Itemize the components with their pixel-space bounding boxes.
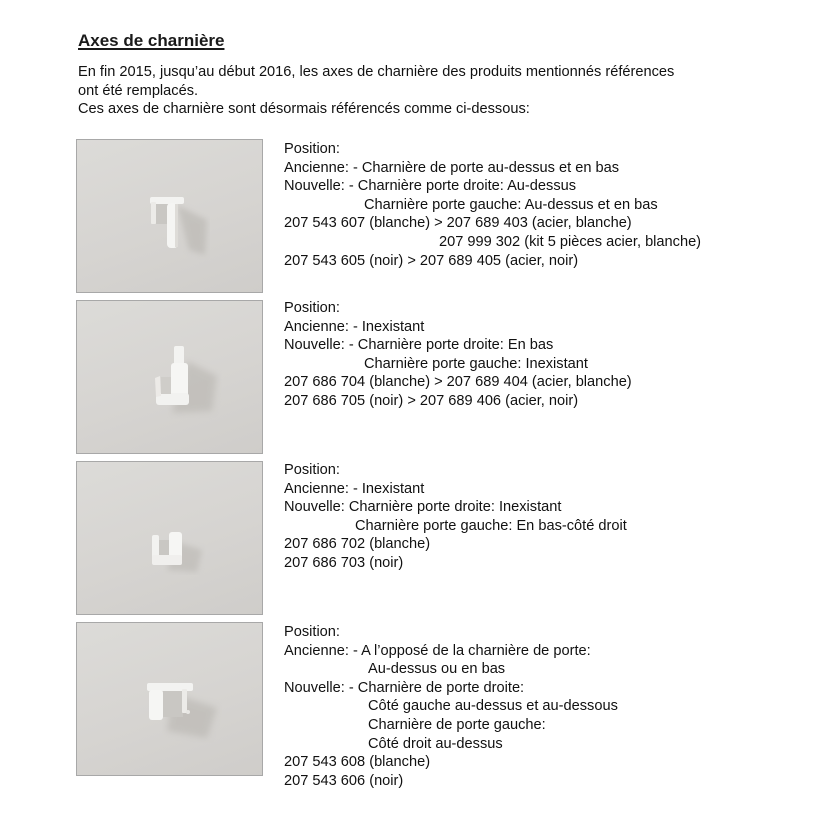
reference-line: 207 543 608 (blanche)	[284, 754, 431, 771]
old-position: Ancienne: - Inexistant	[284, 318, 425, 335]
new-position: Nouvelle: Charnière porte droite: Inexistant	[284, 499, 562, 516]
new-position-detail: Côté gauche au-dessus et au-dessous	[368, 698, 618, 715]
position-label: Position:	[284, 624, 340, 640]
reference-line: 207 686 702 (blanche)	[284, 536, 431, 553]
hinge-axis-photo-2	[76, 300, 263, 454]
new-position: Nouvelle: - Charnière porte droite: Au-dessus	[284, 178, 577, 195]
position-label: Position:	[284, 300, 340, 316]
hinge-axis-3-icon	[77, 462, 263, 615]
hinge-axis-photo-3	[76, 461, 263, 615]
old-position: Ancienne: - Charnière de porte au-dessus et en bas	[284, 159, 620, 176]
position-label: Position:	[284, 462, 340, 478]
old-position: Ancienne: - Inexistant	[284, 480, 425, 497]
hinge-axis-photo-1	[76, 139, 263, 293]
new-position: Nouvelle: - Charnière de porte droite:	[284, 679, 525, 696]
new-position: Nouvelle: - Charnière porte droite: En bas	[284, 337, 554, 354]
document-title: Axes de charnière	[78, 31, 225, 50]
reference-line: 207 686 703 (noir)	[284, 554, 404, 571]
hinge-axis-info-2	[284, 299, 632, 411]
new-position-detail: Charnière porte gauche: Au-dessus et en bas	[364, 196, 658, 213]
new-position-detail: Côté droit au-dessus	[368, 735, 503, 752]
intro-line: ont été remplacés.	[78, 82, 199, 99]
hinge-axis-4-icon	[77, 623, 263, 776]
hinge-axis-2-icon	[77, 301, 263, 454]
hinge-axis-photo-4	[76, 622, 263, 776]
new-position-detail: Charnière porte gauche: En bas-côté droit	[355, 517, 627, 534]
intro-line: En fin 2015, jusqu’au début 2016, les axes de charnière des produits mentionnés références	[78, 64, 675, 80]
position-label: Position:	[284, 141, 340, 157]
intro-paragraph	[78, 63, 758, 119]
reference-line: 207 543 605 (noir) > 207 689 405 (acier, noir)	[284, 252, 579, 269]
reference-line: 207 686 704 (blanche) > 207 689 404 (acier, blanche)	[284, 374, 632, 391]
old-position-detail: Au-dessus ou en bas	[368, 661, 506, 678]
hinge-axis-info-1	[284, 140, 701, 270]
reference-line: 207 686 705 (noir) > 207 689 406 (acier, noir)	[284, 392, 579, 409]
new-position-detail: Charnière porte gauche: Inexistant	[364, 355, 588, 372]
intro-line: Ces axes de charnière sont désormais référencés comme ci-dessous:	[78, 101, 530, 117]
new-position-detail: Charnière de porte gauche:	[368, 716, 546, 733]
hinge-axis-info-3	[284, 461, 627, 573]
hinge-axis-info-4	[284, 623, 618, 790]
hinge-axis-1-icon	[77, 140, 263, 293]
reference-line: 207 999 302 (kit 5 pièces acier, blanche)	[439, 233, 702, 250]
reference-line: 207 543 606 (noir)	[284, 772, 404, 789]
reference-line: 207 543 607 (blanche) > 207 689 403 (acier, blanche)	[284, 215, 632, 232]
old-position: Ancienne: - A l’opposé de la charnière de porte:	[284, 642, 591, 659]
